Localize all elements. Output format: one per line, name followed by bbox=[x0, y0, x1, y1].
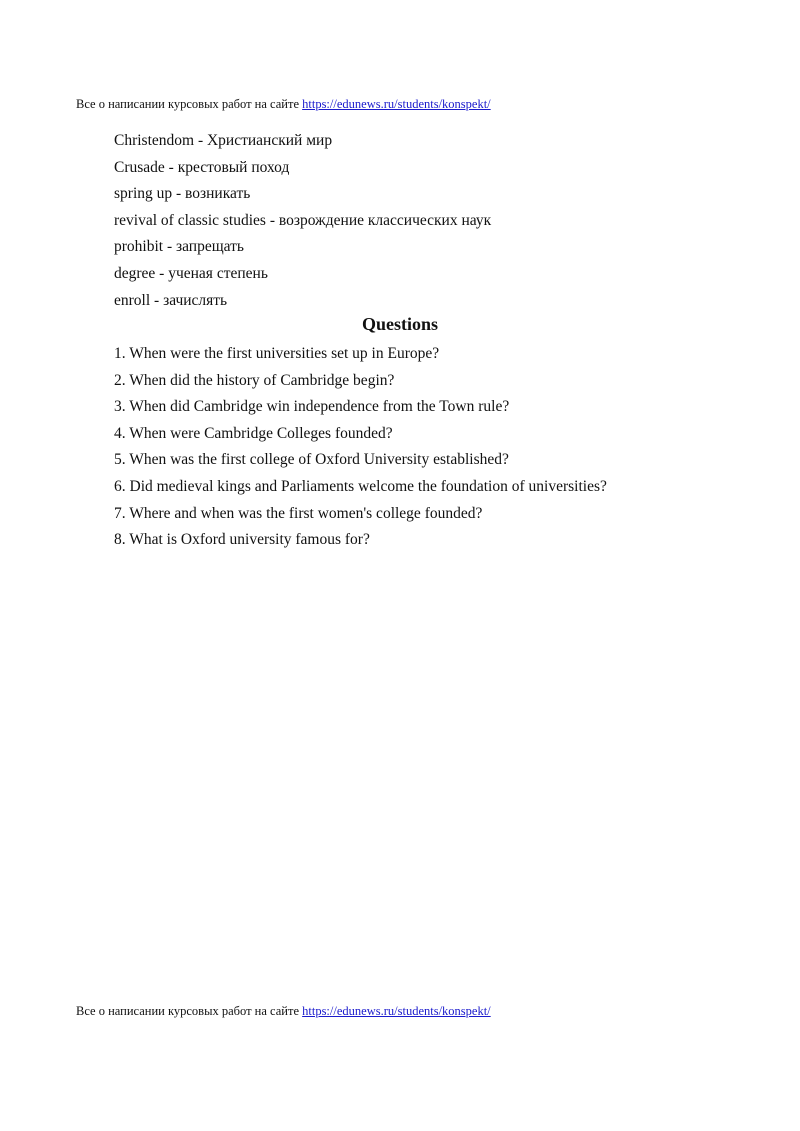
question-item: 6. Did medieval kings and Parliaments welcome the foundation of universities? bbox=[114, 477, 607, 495]
questions-list bbox=[114, 341, 607, 554]
vocabulary-list bbox=[114, 128, 491, 314]
header-link[interactable]: https://edunews.ru/students/konspekt/ bbox=[302, 97, 491, 111]
page-header bbox=[76, 97, 491, 112]
question-item: 5. When was the first college of Oxford University established? bbox=[114, 451, 509, 469]
vocab-item: revival of classic studies - возрождение классических наук bbox=[114, 211, 492, 229]
question-item: 7. Where and when was the first women's college founded? bbox=[114, 504, 483, 522]
vocab-item: prohibit - запрещать bbox=[114, 238, 244, 256]
question-item: 2. When did the history of Cambridge begin? bbox=[114, 371, 395, 389]
question-item: 1. When were the first universities set up in Europe? bbox=[114, 345, 440, 362]
page-footer bbox=[76, 1004, 491, 1019]
vocab-item: Christendom - Христианский мир bbox=[114, 132, 333, 149]
vocab-item: enroll - зачислять bbox=[114, 291, 228, 309]
footer-link[interactable]: https://edunews.ru/students/konspekt/ bbox=[302, 1004, 491, 1018]
question-item: 8. What is Oxford university famous for? bbox=[114, 531, 370, 549]
vocab-item: Crusade - крестовый поход bbox=[114, 158, 290, 176]
vocab-item: degree - ученая степень bbox=[114, 264, 268, 282]
question-item: 3. When did Cambridge win independence from the Town rule? bbox=[114, 398, 510, 416]
header-text: Все о написании курсовых работ на сайте bbox=[76, 97, 303, 111]
questions-heading: Questions bbox=[361, 314, 439, 334]
question-item: 4. When were Cambridge Colleges founded? bbox=[114, 424, 393, 442]
vocab-item: spring up - возникать bbox=[114, 185, 251, 203]
footer-text: Все о написании курсовых работ на сайте bbox=[76, 1004, 303, 1018]
